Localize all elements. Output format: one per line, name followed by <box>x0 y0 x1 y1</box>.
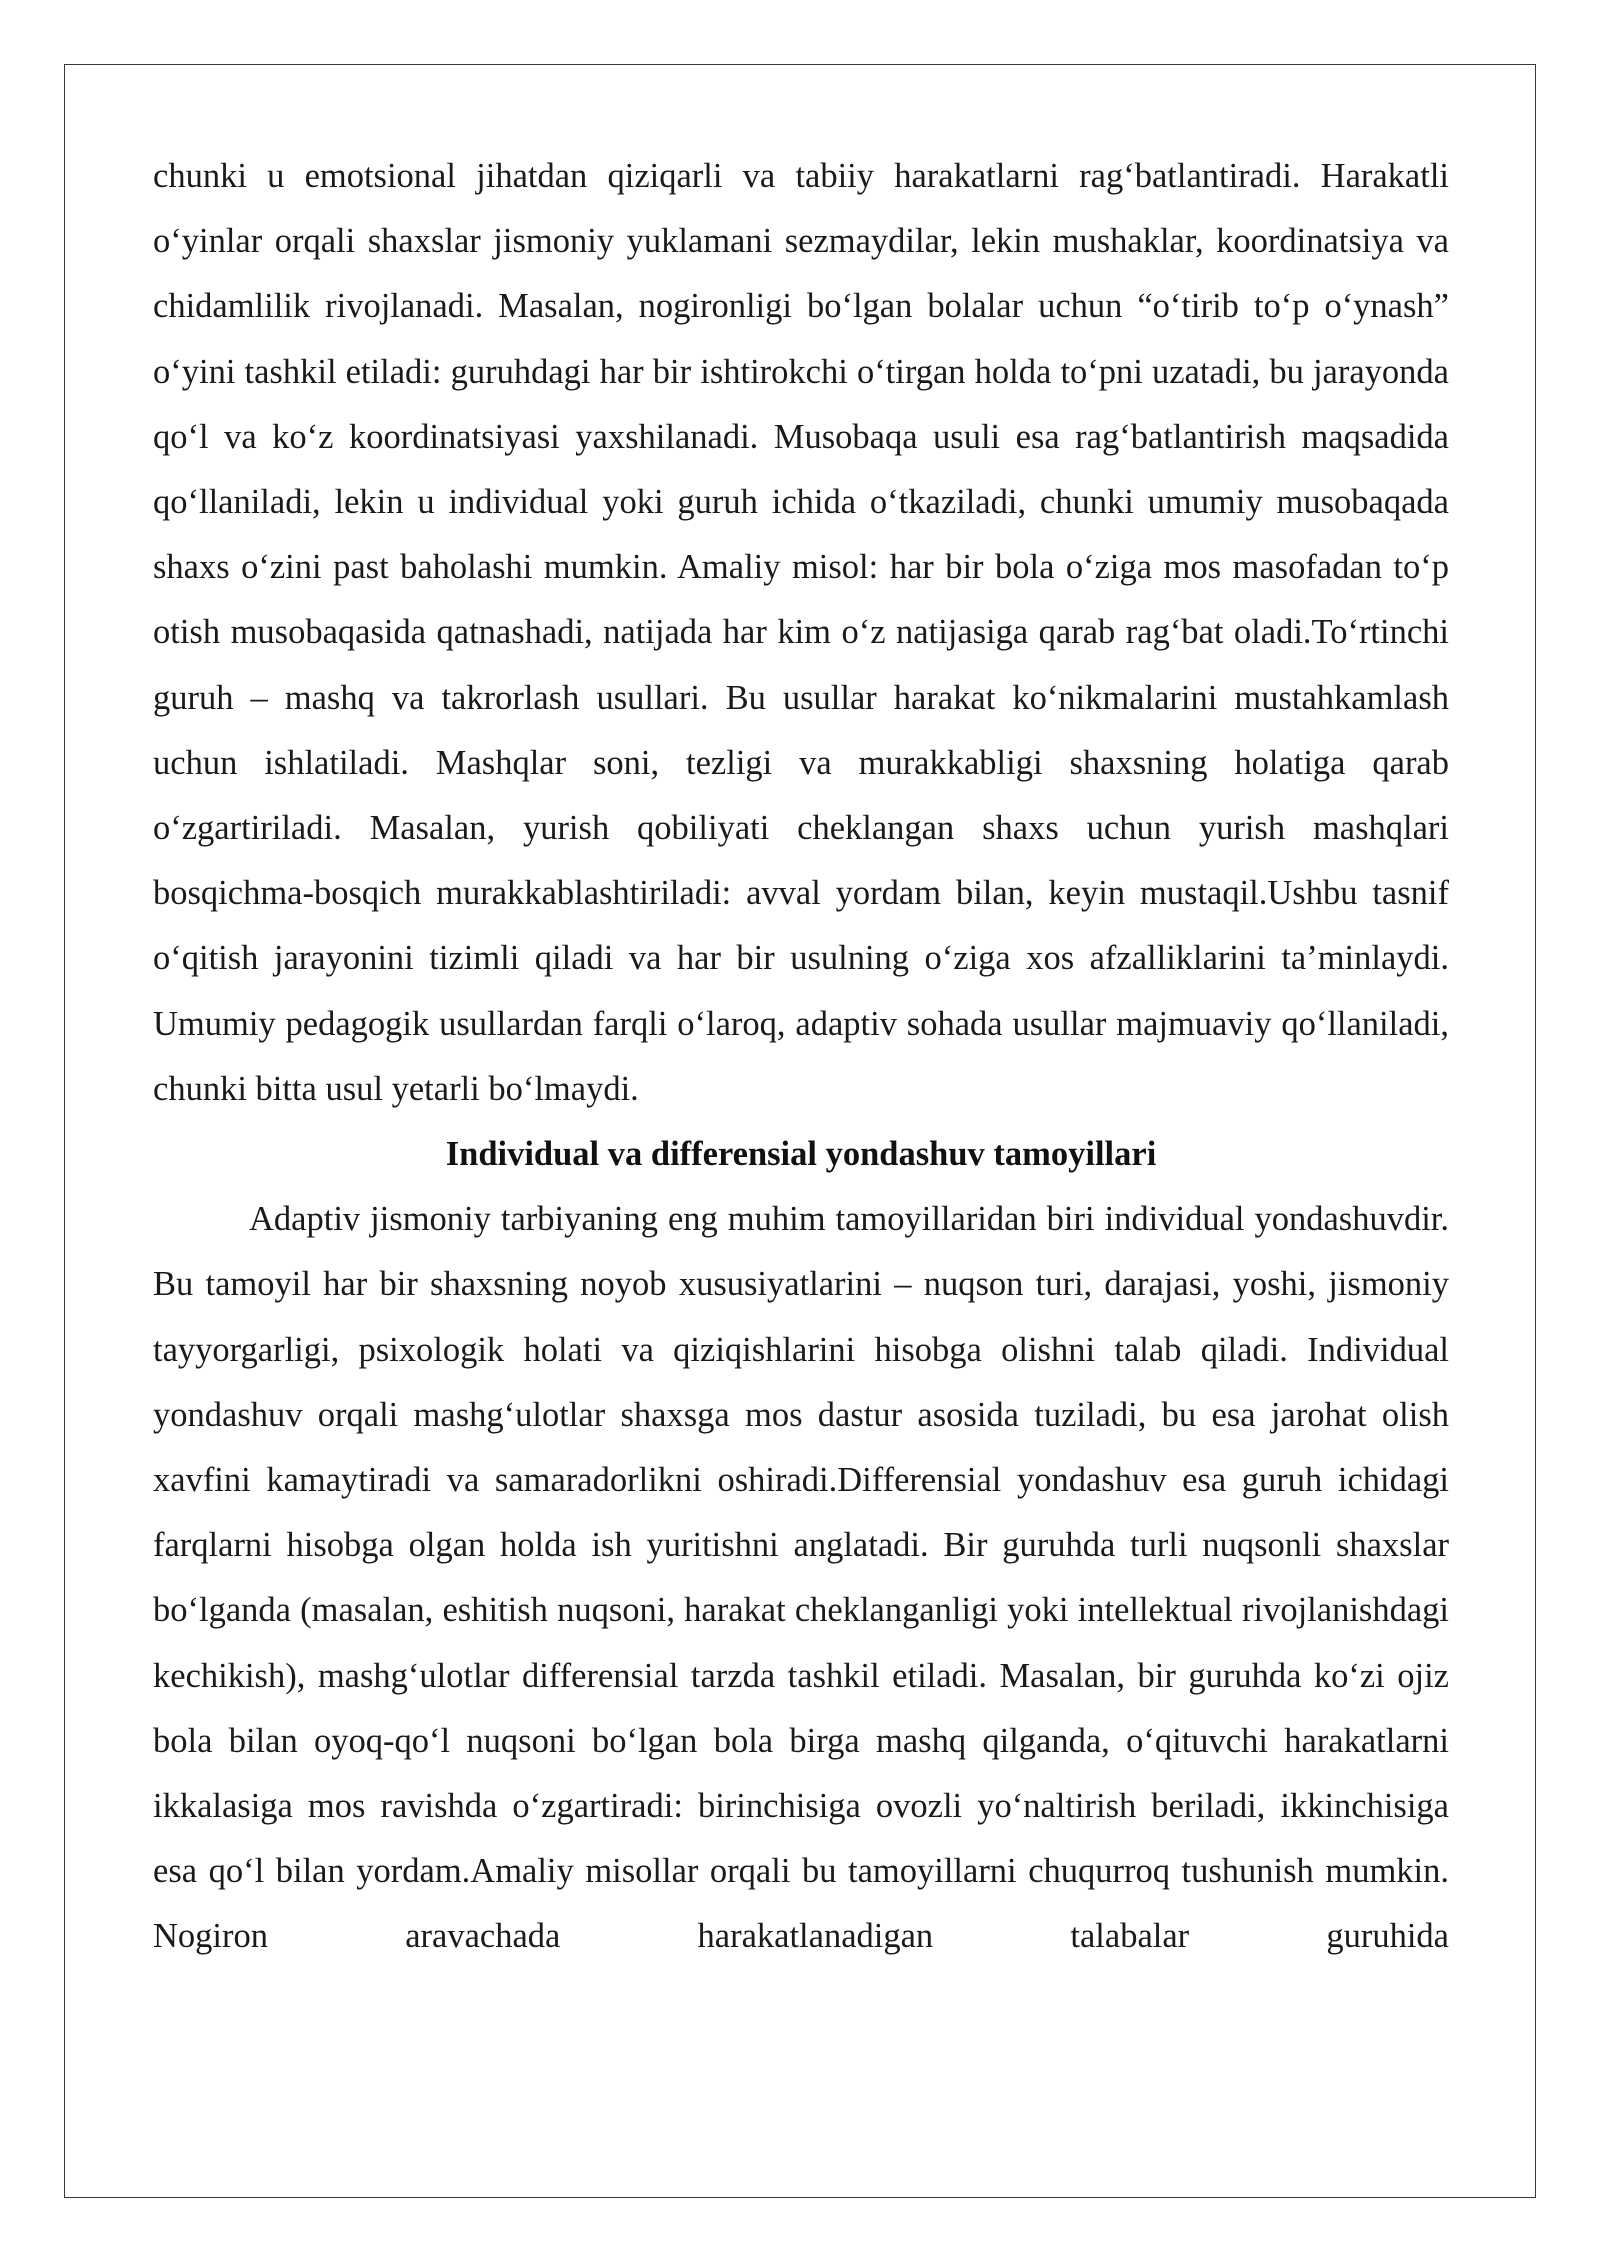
body-paragraph: Adaptiv jismoniy tarbiyaning eng muhim tamoyillaridan biri individual yondashuvdir. Bu tamoyil har bir shaxsning noyob xususiyatlarini – nuqson turi, darajasi, yoshi, jismoniy tayyorgarligi, psixologik holati va qiziqishlarini hisobga olishni talab qiladi. Individual yondashuv orqali mashg‘ulotlar shaxsga mos dastur asosida tuziladi, bu esa jarohat olish xavfini kamaytiradi va samaradorlikni oshiradi.Differensial yondashuv esa guruh ichidagi farqlarni hisobga olgan holda ish yuritishni anglatadi. Bir guruhda turli nuqsonli shaxslar bo‘lganda (masalan, eshitish nuqsoni, harakat cheklanganligi yoki intellektual rivojlanishdagi kechikish), mashg‘ulotlar differensial tarzda tashkil etiladi. Masalan, bir guruhda ko‘zi ojiz bola bilan oyoq-qo‘l nuqsoni bo‘lgan bola birga mashq qilganda, o‘qituvchi harakatlarni ikkalasiga mos ravishda o‘zgartiradi: birinchisiga ovozli yo‘naltirish beriladi, ikkinchisiga esa qo‘l bilan yordam.Amaliy misollar orqali bu tamoyillarni chuqurroq tushunish mumkin. Nogiron aravachada harakatlanadigan talabalar guruhida <box>153 1200 1449 1956</box>
document-body <box>153 144 1449 1970</box>
body-paragraph: chunki u emotsional jihatdan qiziqarli va tabiiy harakatlarni rag‘batlantiradi. Harakatli o‘yinlar orqali shaxslar jismoniy yuklamani sezmaydilar, lekin mushaklar, koordinatsiya va chidamlilik rivojlanadi. Masalan, nogironligi bo‘lgan bolalar uchun “o‘tirib to‘p o‘ynash” o‘yini tashkil etiladi: guruhdagi har bir ishtirokchi o‘tirgan holda to‘pni uzatadi, bu jarayonda qo‘l va ko‘z koordinatsiyasi yaxshilanadi. Musobaqa usuli esa rag‘batlantirish maqsadida qo‘llaniladi, lekin u individual yoki guruh ichida o‘tkaziladi, chunki umumiy musobaqada shaxs o‘zini past baholashi mumkin. Amaliy misol: har bir bola o‘ziga mos masofadan to‘p otish musobaqasida qatnashadi, natijada har kim o‘z natijasiga qarab rag‘bat oladi.To‘rtinchi guruh – mashq va takrorlash usullari. Bu usullar harakat ko‘nikmalarini mustahkamlash uchun ishlatiladi. Mashqlar soni, tezligi va murakkabligi shaxsning holatiga qarab o‘zgartiriladi. Masalan, yurish qobiliyati cheklangan shaxs uchun yurish mashqlari bosqichma-bosqich murakkablashtiriladi: avval yordam bilan, keyin mustaqil.Ushbu tasnif o‘qitish jarayonini tizimli qiladi va har bir usulning o‘ziga xos afzalliklarini ta’minlaydi. Umumiy pedagogik usullardan farqli o‘laroq, adaptiv sohada usullar majmuaviy qo‘llaniladi, chunki bitta usul yetarli bo‘lmaydi. <box>153 157 1449 1108</box>
section-heading: Individual va differensial yondashuv tamoyillari <box>445 1135 1157 1174</box>
